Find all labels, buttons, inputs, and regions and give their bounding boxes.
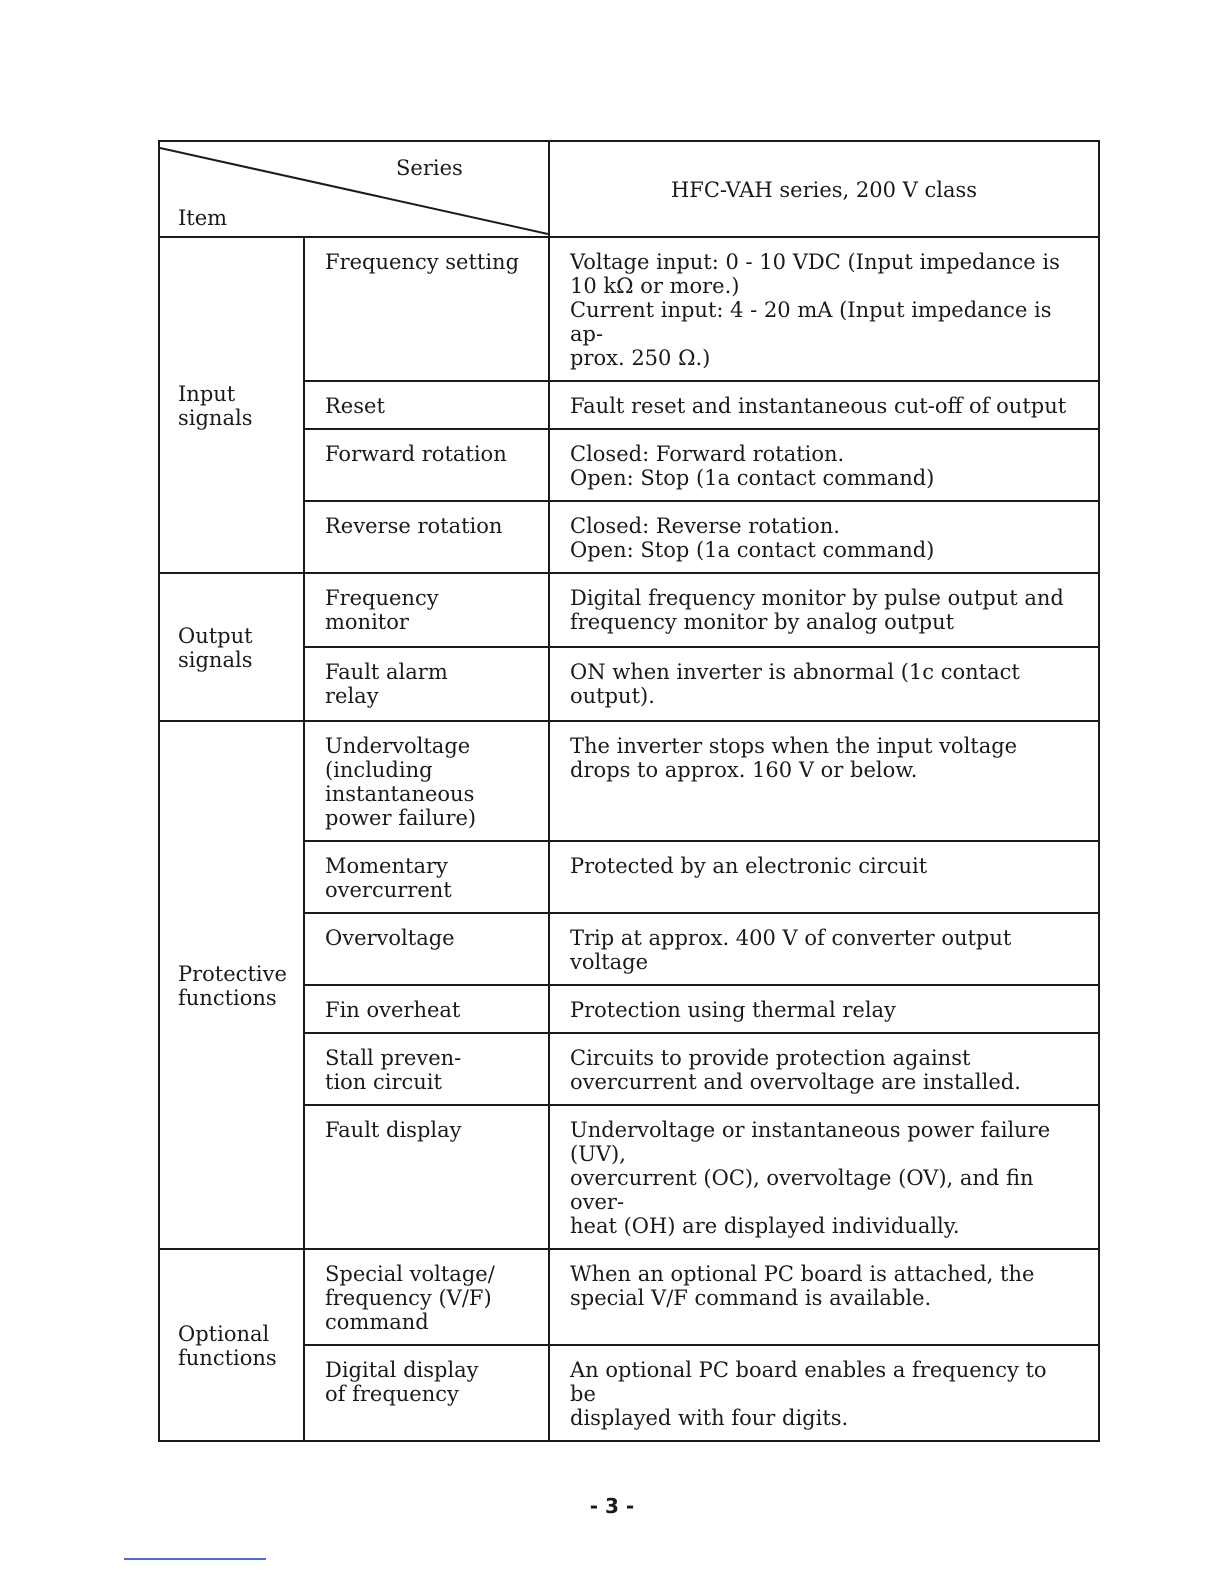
item-name-line: Fault display xyxy=(325,1118,462,1142)
item-name-line: of frequency xyxy=(325,1382,459,1406)
item-value-line: Fault reset and instantaneous cut-off of output xyxy=(570,394,1067,418)
item-name-line: Digital display xyxy=(325,1358,479,1382)
item-name-line: Undervoltage xyxy=(325,734,471,758)
item-value-line: Current input: 4 - 20 mA (Input impedance is ap- xyxy=(570,298,1052,346)
item-name-line: Stall preven- xyxy=(325,1046,462,1070)
item-name-cell xyxy=(304,1249,549,1345)
group-label-line: signals xyxy=(178,406,253,430)
item-name-cell xyxy=(304,647,549,721)
item-name-line: relay xyxy=(325,684,379,708)
item-value-cell xyxy=(549,1033,1099,1105)
item-name-cell xyxy=(304,1033,549,1105)
item-value-cell xyxy=(549,381,1099,429)
item-name-cell xyxy=(304,721,549,841)
page-number: - 3 - xyxy=(589,1494,635,1518)
item-value-line: special V/F command is available. xyxy=(570,1286,932,1310)
item-value-cell xyxy=(549,573,1099,647)
item-value-line: Undervoltage or instantaneous power failure (UV), xyxy=(570,1118,1051,1166)
item-value-line: Closed: Reverse rotation. xyxy=(570,514,840,538)
item-name-cell xyxy=(304,237,549,381)
header-series-label: Series xyxy=(396,156,463,180)
header-series-value: HFC-VAH series, 200 V class xyxy=(549,141,1099,237)
item-name-line: Overvoltage xyxy=(325,926,455,950)
item-name-cell xyxy=(304,1345,549,1441)
item-value-line: Digital frequency monitor by pulse output and xyxy=(570,586,1064,610)
item-name-line: tion circuit xyxy=(325,1070,442,1094)
item-name-cell xyxy=(304,985,549,1033)
item-name-line: frequency (V/F) xyxy=(325,1286,492,1310)
item-name-line: Frequency xyxy=(325,586,439,610)
item-value-cell xyxy=(549,429,1099,501)
item-name-cell xyxy=(304,1105,549,1249)
group-label xyxy=(159,721,304,1249)
item-value-line: Closed: Forward rotation. xyxy=(570,442,845,466)
item-value-line: The inverter stops when the input voltage xyxy=(570,734,1018,758)
item-value-line: Trip at approx. 400 V of converter output xyxy=(570,926,1012,950)
group-label-line: Output xyxy=(178,624,253,648)
item-value-line: prox. 250 Ω.) xyxy=(570,346,711,370)
item-value-cell xyxy=(549,721,1099,841)
item-name-cell xyxy=(304,913,549,985)
item-value-cell xyxy=(549,237,1099,381)
item-name-line: overcurrent xyxy=(325,878,452,902)
item-name-cell xyxy=(304,501,549,573)
item-value-line: output). xyxy=(570,684,655,708)
item-value-cell xyxy=(549,1345,1099,1441)
item-name-line: Forward rotation xyxy=(325,442,507,466)
item-value-line: Circuits to provide protection against xyxy=(570,1046,971,1070)
item-value-cell xyxy=(549,1105,1099,1249)
item-value-line: Voltage input: 0 - 10 VDC (Input impedance is xyxy=(570,250,1060,274)
item-value-line: Protection using thermal relay xyxy=(570,998,896,1022)
item-value-cell xyxy=(549,1249,1099,1345)
item-value-line: Protected by an electronic circuit xyxy=(570,854,928,878)
table-row xyxy=(159,721,1099,841)
table-row xyxy=(159,573,1099,647)
item-name-line: Frequency setting xyxy=(325,250,520,274)
item-value-line: overcurrent (OC), overvoltage (OV), and fin over- xyxy=(570,1166,1034,1214)
group-label xyxy=(159,1249,304,1441)
item-name-line: (including xyxy=(325,758,433,782)
group-label-line: signals xyxy=(178,648,253,672)
header-item-series-cell xyxy=(159,141,549,237)
item-value-cell xyxy=(549,985,1099,1033)
footer-rule xyxy=(124,1558,266,1560)
item-value-line: Open: Stop (1a contact command) xyxy=(570,466,935,490)
group-label xyxy=(159,237,304,573)
item-name-line: Momentary xyxy=(325,854,448,878)
group-label-line: Optional xyxy=(178,1322,270,1346)
item-name-cell xyxy=(304,381,549,429)
item-value-line: 10 kΩ or more.) xyxy=(570,274,740,298)
item-value-line: heat (OH) are displayed individually. xyxy=(570,1214,960,1238)
item-name-line: Fault alarm xyxy=(325,660,448,684)
item-value-cell xyxy=(549,647,1099,721)
item-value-cell xyxy=(549,501,1099,573)
header-item-label: Item xyxy=(178,206,228,230)
item-value-line: voltage xyxy=(570,950,649,974)
item-value-line: displayed with four digits. xyxy=(570,1406,849,1430)
item-name-line: Special voltage/ xyxy=(325,1262,495,1286)
item-value-line: When an optional PC board is attached, the xyxy=(570,1262,1035,1286)
item-name-line: Reset xyxy=(325,394,385,418)
item-name-cell xyxy=(304,429,549,501)
item-value-line: An optional PC board enables a frequency to be xyxy=(570,1358,1047,1406)
group-label-line: Input xyxy=(178,382,236,406)
table-row xyxy=(159,1249,1099,1345)
item-value-line: drops to approx. 160 V or below. xyxy=(570,758,918,782)
group-label-line: functions xyxy=(178,986,277,1010)
item-name-line: Reverse rotation xyxy=(325,514,503,538)
item-value-line: ON when inverter is abnormal (1c contact xyxy=(570,660,1020,684)
item-name-line: Fin overheat xyxy=(325,998,461,1022)
item-name-line: power failure) xyxy=(325,806,477,830)
item-value-line: Open: Stop (1a contact command) xyxy=(570,538,935,562)
item-name-cell xyxy=(304,841,549,913)
table-row xyxy=(159,237,1099,381)
item-name-line: monitor xyxy=(325,610,409,634)
item-value-cell xyxy=(549,841,1099,913)
item-value-line: frequency monitor by analog output xyxy=(570,610,955,634)
group-label-line: functions xyxy=(178,1346,277,1370)
group-label xyxy=(159,573,304,721)
group-label-line: Protective xyxy=(178,962,287,986)
spec-table xyxy=(158,140,1100,1442)
item-value-cell xyxy=(549,913,1099,985)
item-name-line: instantaneous xyxy=(325,782,475,806)
header-row xyxy=(159,141,1099,237)
item-value-line: overcurrent and overvoltage are installed. xyxy=(570,1070,1021,1094)
item-name-cell xyxy=(304,573,549,647)
item-name-line: command xyxy=(325,1310,429,1334)
